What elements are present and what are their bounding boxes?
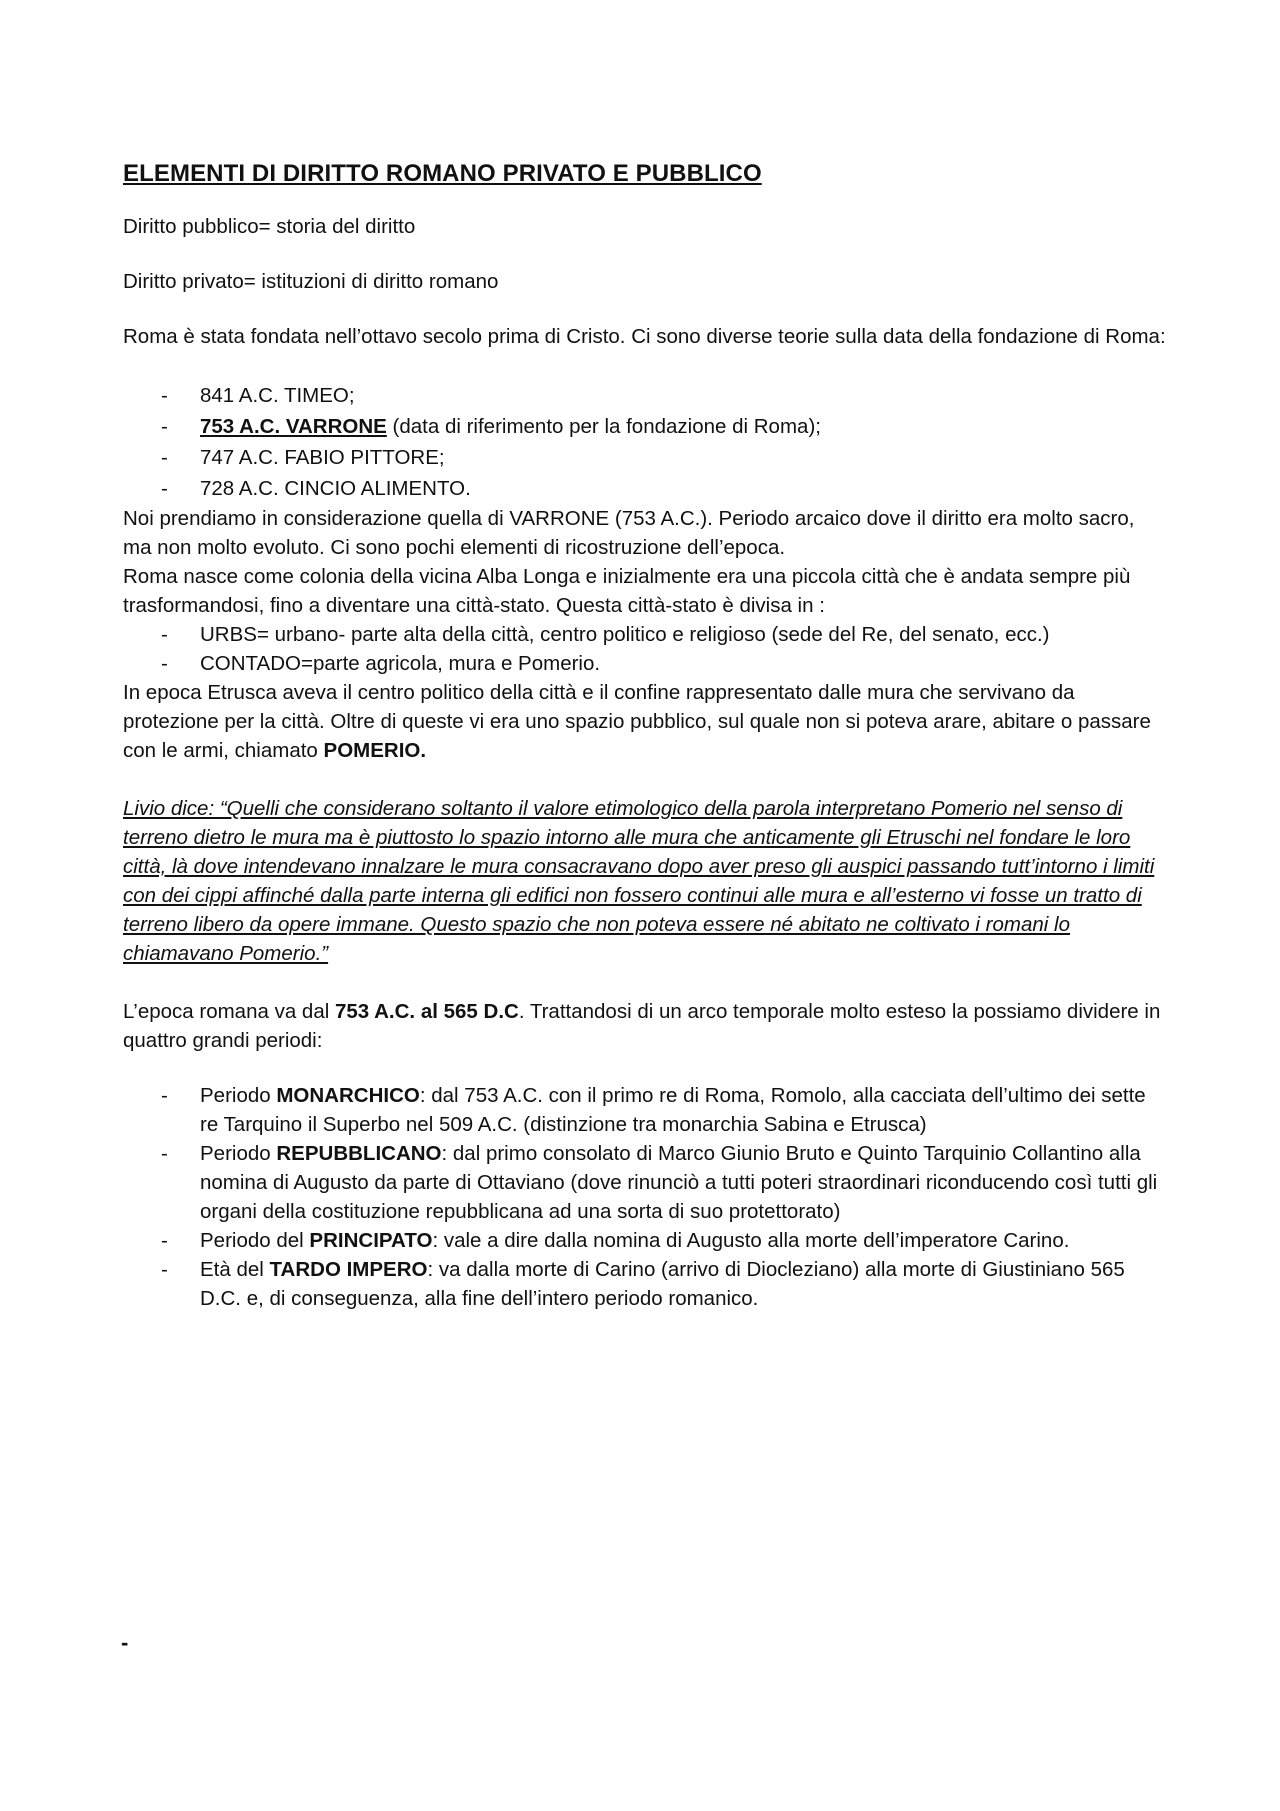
list-item: - 747 A.C. FABIO PITTORE;	[123, 442, 1168, 473]
list-item: - 728 A.C. CINCIO ALIMENTO.	[123, 473, 1168, 504]
dash-bullet: -	[161, 1229, 168, 1252]
list-item: - 841 A.C. TIMEO;	[123, 380, 1168, 411]
dash-bullet: -	[161, 477, 168, 500]
livio-quote: Livio dice: “Quelli che considerano soltanto il valore etimologico della parola interpretano Pomerio nel senso di terreno dietro le mura ma è piuttosto lo spazio intorno alle mura che anticamente gli Etruschi nel fondare le loro città, là dove intendevano innalzare le mura consacravano dopo aver preso gli auspici passando tutt’intorno i limiti con dei cippi affinché dalla parte interna gli edifici non fossero continui alle mura e all’esterno vi fosse un tratto di terreno libero da opere immane. Questo spazio che non poteva essere né abitato ne coltivato i romani lo chiamavano Pomerio.”	[123, 797, 1155, 965]
alba-longa-paragraph: Roma nasce come colonia della vicina Alba Longa e inizialmente era una piccola città che è andata sempre più trasformandosi, fino a diventare una città-stato. Questa città-stato è divisa in :	[123, 565, 1131, 617]
etruscan-paragraph: In epoca Etrusca aveva il centro politico della città e il confine rappresentato dalle mura che servivano da protezione per la città. Oltre di queste vi era uno spazio pubblico, sul quale non si poteva arare, abitare o passare con le armi, chiamato POMERIO.	[123, 681, 1151, 762]
dash-bullet: -	[161, 652, 168, 675]
dash-bullet: -	[161, 623, 168, 646]
foundation-dates-list	[123, 380, 1168, 504]
list-item: - Età del TARDO IMPERO: va dalla morte di Carino (arrivo di Diocleziano) alla morte di Giustiniano 565 D.C. e, di conseguenza, alla fine dell’intero periodo romanico.	[123, 1255, 1168, 1313]
list-item: - CONTADO=parte agricola, mura e Pomerio.	[123, 649, 1168, 678]
periods-list	[123, 1081, 1168, 1313]
list-item: - Periodo REPUBBLICANO: dal primo consolato di Marco Giunio Bruto e Quinto Tarquinio Collantino alla nomina di Augusto da parte di Ottaviano (dove rinunciò a tutti poteri straordinari riconducendo così tutti gli organi della costituzione repubblicana ad una sorta di suo protettorato)	[123, 1139, 1168, 1226]
list-item: - URBS= urbano- parte alta della città, centro politico e religioso (sede del Re, del senato, ecc.)	[123, 620, 1168, 649]
document-body	[123, 158, 1168, 1313]
city-division-list	[123, 620, 1168, 678]
intro-paragraph: Roma è stata fondata nell’ottavo secolo prima di Cristo. Ci sono diverse teorie sulla data della fondazione di Roma:	[123, 325, 1166, 348]
dash-bullet: -	[161, 1084, 168, 1107]
document-title: ELEMENTI DI DIRITTO ROMANO PRIVATO E PUBBLICO	[123, 160, 762, 187]
roman-epoch-paragraph: L’epoca romana va dal 753 A.C. al 565 D.C. Trattandosi di un arco temporale molto esteso la possiamo dividere in quattro grandi periodi:	[123, 1000, 1161, 1052]
dash-bullet: -	[161, 1258, 168, 1281]
dash-bullet: -	[161, 384, 168, 407]
definition-public-law: Diritto pubblico= storia del diritto	[123, 215, 416, 238]
varrone-paragraph: Noi prendiamo in considerazione quella di VARRONE (753 A.C.). Periodo arcaico dove il diritto era molto sacro, ma non molto evoluto. Ci sono pochi elementi di ricostruzione dell’epoca.	[123, 507, 1135, 559]
list-item: - Periodo del PRINCIPATO: vale a dire dalla nomina di Augusto alla morte dell’imperatore Carino.	[123, 1226, 1168, 1255]
pomerio-term: POMERIO.	[323, 739, 427, 762]
list-item: - Periodo MONARCHICO: dal 753 A.C. con il primo re di Roma, Romolo, alla cacciata dell’ultimo dei sette re Tarquino il Superbo nel 509 A.C. (distinzione tra monarchia Sabina e Etrusca)	[123, 1081, 1168, 1139]
stray-dash-mark: -	[121, 1630, 129, 1655]
dash-bullet: -	[161, 415, 168, 438]
dash-bullet: -	[161, 1142, 168, 1165]
definition-private-law: Diritto privato= istituzioni di diritto romano	[123, 270, 499, 293]
varrone-date: 753 A.C. VARRONE	[200, 415, 387, 438]
list-item: - 753 A.C. VARRONE (data di riferimento per la fondazione di Roma);	[123, 411, 1168, 442]
dash-bullet: -	[161, 446, 168, 469]
